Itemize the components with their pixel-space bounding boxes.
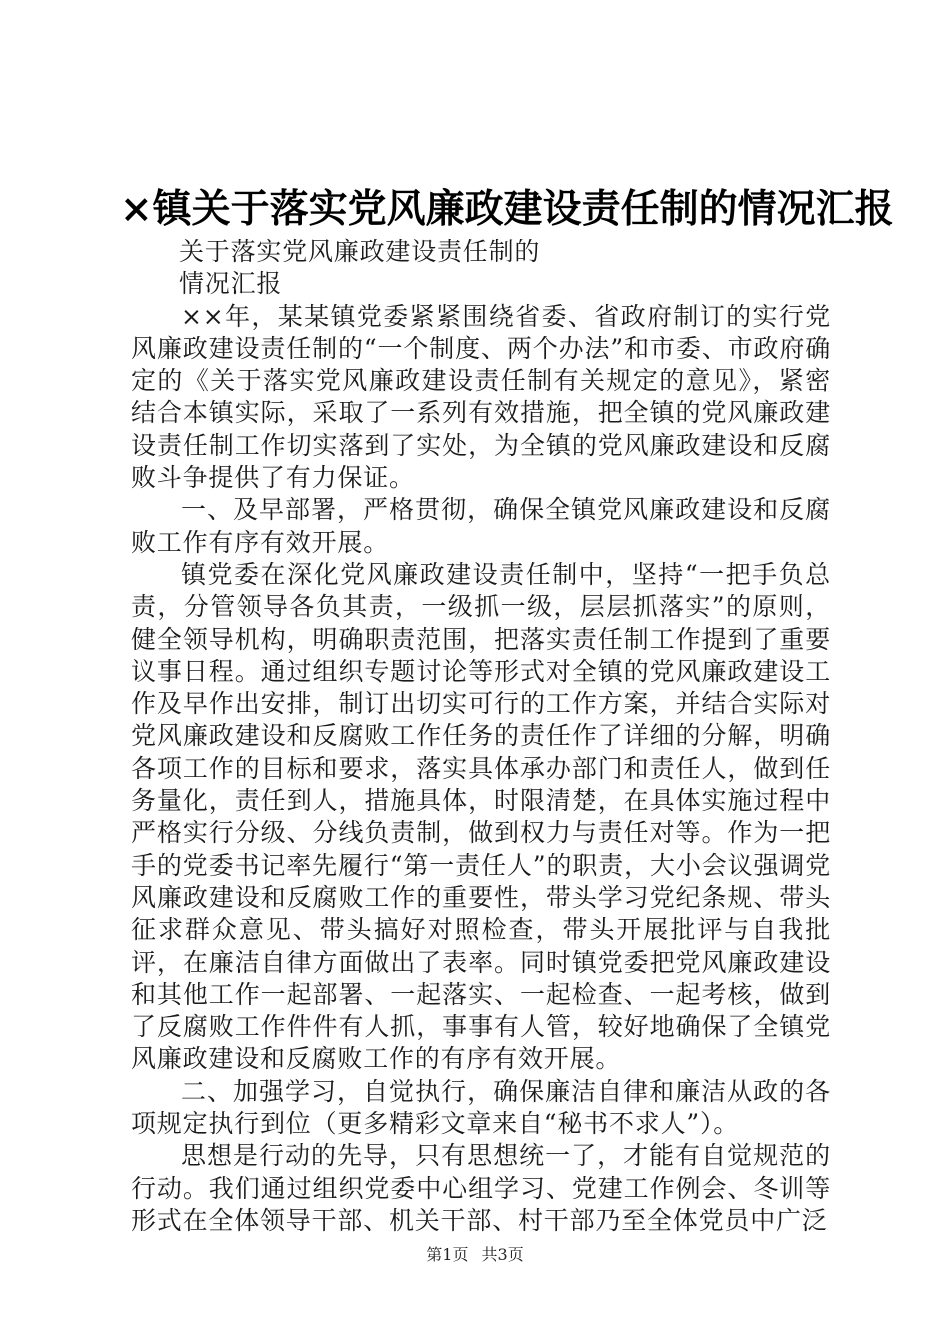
document-title: ×镇关于落实党风廉政建设责任制的情况汇报 xyxy=(120,186,894,232)
page-footer xyxy=(0,1245,950,1265)
paragraph-intro: ××年，某某镇党委紧紧围绕省委、省政府制订的实行党风廉政建设责任制的“一个制度、两个办法”和市委、市政府确定的《关于落实党风廉政建设责任制有关规定的意见》，紧密结合本镇实际，采取了一系列有效措施，把全镇的党风廉政建设责任制工作切实落到了实处，为全镇的党风廉政建设和反腐败斗争提供了有力保证。 xyxy=(131,301,831,493)
subtitle-line-2: 情况汇报 xyxy=(179,269,283,299)
section-heading-1: 一、及早部署，严格贯彻，确保全镇党风廉政建设和反腐败工作有序有效开展。 xyxy=(131,495,831,557)
paragraph-section-1: 镇党委在深化党风廉政建设责任制中，坚持“一把手负总责，分管领导各负其责，一级抓一级，层层抓落实”的原则，健全领导机构，明确职责范围，把落实责任制工作提到了重要议事日程。通过组织专题讨论等形式对全镇的党风廉政建设工作及早作出安排，制订出切实可行的工作方案，并结合实际对党风廉政建设和反腐败工作任务的责任作了详细的分解，明确各项工作的目标和要求，落实具体承办部门和责任人，做到任务量化，责任到人，措施具体，时限清楚，在具体实施过程中严格实行分级、分线负责制，做到权力与责任对等。作为一把手的党委书记率先履行“第一责任人”的职责，大小会议强调党风廉政建设和反腐败工作的重要性，带头学习党纪条规、带头征求群众意见、带头搞好对照检查，带头开展批评与自我批评，在廉洁自律方面做出了表率。同时镇党委把党风廉政建设和其他工作一起部署、一起落实、一起检查、一起考核，做到了反腐败工作件件有人抓，事事有人管，较好地确保了全镇党风廉政建设和反腐败工作的有序有效开展。 xyxy=(131,559,831,1074)
section-heading-2: 二、加强学习，自觉执行，确保廉洁自律和廉洁从政的各项规定执行到位（更多精彩文章来自“秘书不求人”）。 xyxy=(131,1076,831,1139)
paragraph-section-2: 思想是行动的先导，只有思想统一了，才能有自觉规范的行动。我们通过组织党委中心组学习、党建工作例会、冬训等形式在全体领导干部、机关干部、村干部乃至全体党员中广泛 xyxy=(131,1141,831,1235)
page-total: 共3页 xyxy=(481,1245,524,1264)
page-number: 第1页 xyxy=(426,1245,469,1264)
document-body xyxy=(131,236,831,1237)
subtitle-line-1: 关于落实党风廉政建设责任制的 xyxy=(179,237,541,266)
